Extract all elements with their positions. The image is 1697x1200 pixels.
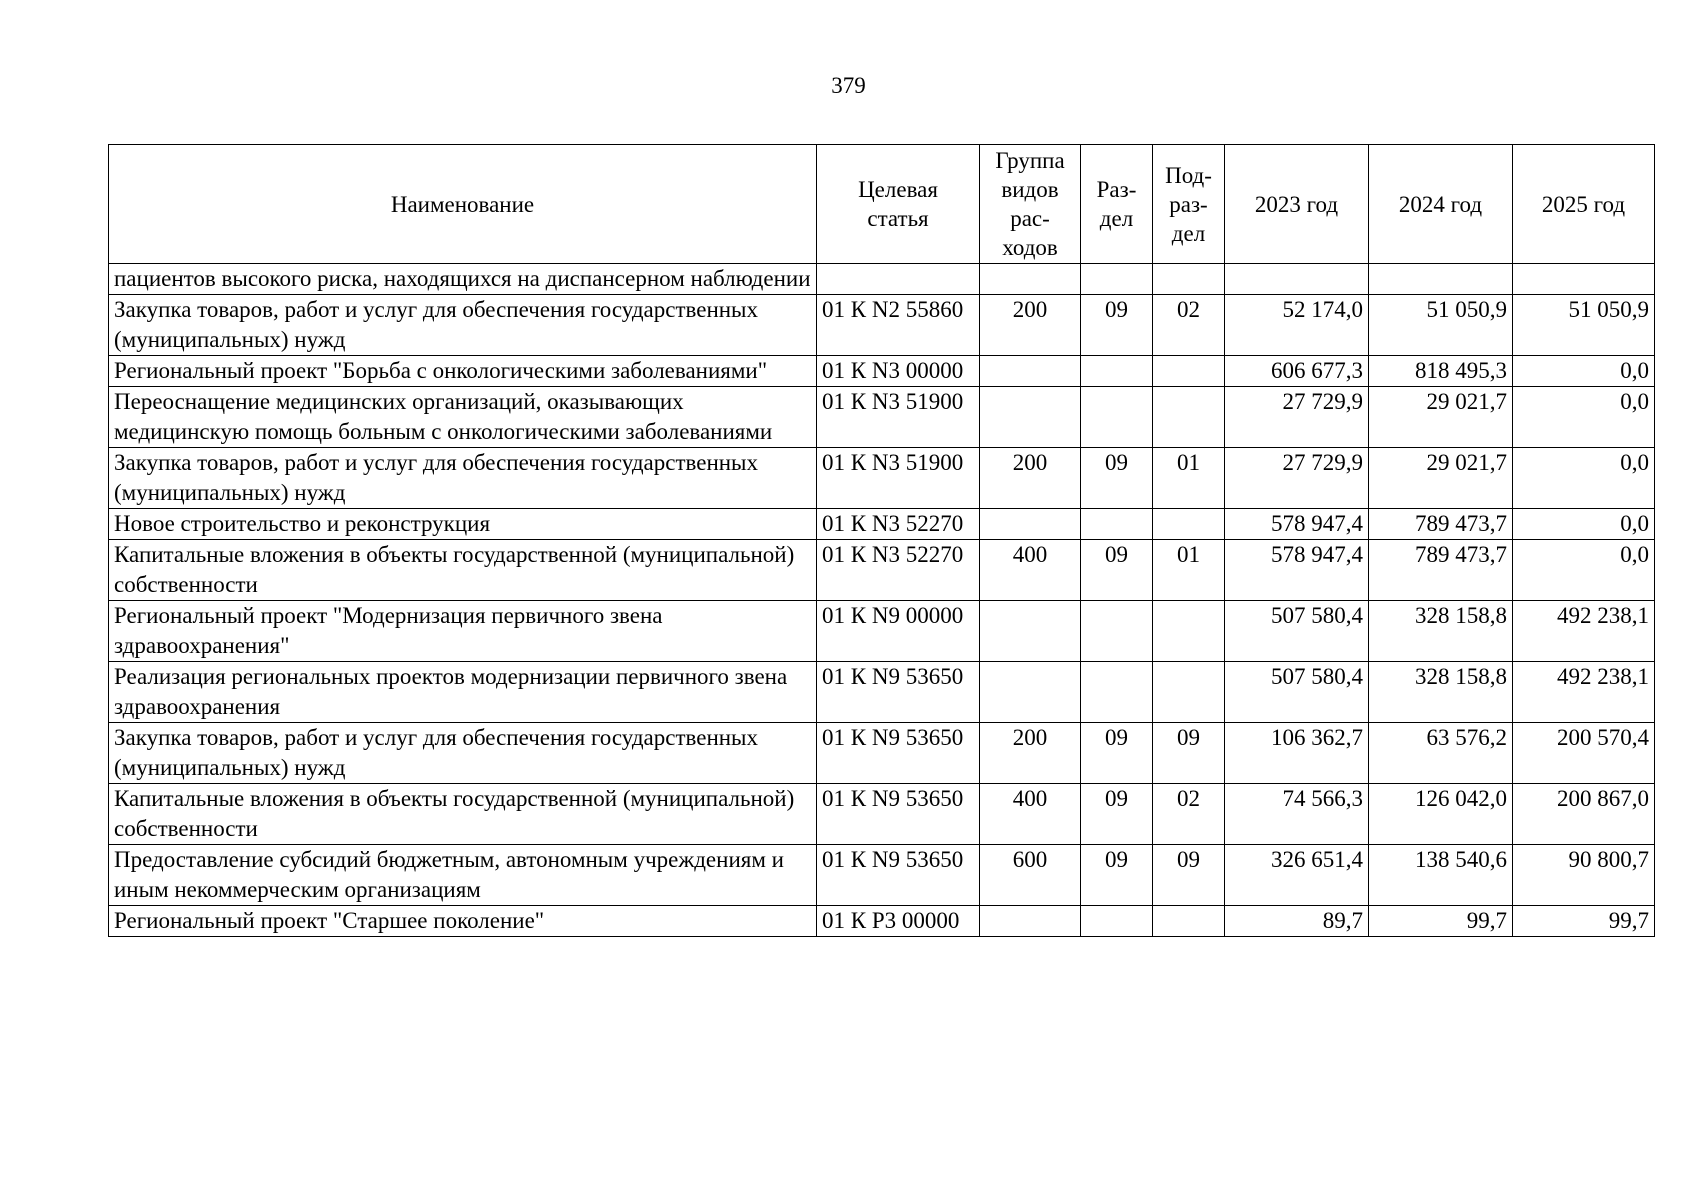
cell-subsection: 09 bbox=[1153, 723, 1225, 784]
cell-expense-group bbox=[980, 906, 1081, 937]
table-row bbox=[109, 662, 1655, 723]
header-line: статья bbox=[867, 206, 929, 231]
cell-section: 09 bbox=[1081, 448, 1153, 509]
cell-expense-group bbox=[980, 509, 1081, 540]
header-line: раз- bbox=[1169, 191, 1208, 217]
header-line: Раз- bbox=[1096, 177, 1137, 202]
cell-2024 bbox=[1369, 264, 1513, 295]
cell-section: 09 bbox=[1081, 845, 1153, 906]
header-line: ходов bbox=[1002, 235, 1058, 260]
table-row bbox=[109, 295, 1655, 356]
table-row bbox=[109, 448, 1655, 509]
cell-2025: 0,0 bbox=[1513, 509, 1655, 540]
cell-section: 09 bbox=[1081, 723, 1153, 784]
cell-2025: 200 867,0 bbox=[1513, 784, 1655, 845]
cell-2023: 507 580,4 bbox=[1225, 662, 1369, 723]
cell-section bbox=[1081, 906, 1153, 937]
cell-target-article: 01 К N3 51900 bbox=[817, 448, 980, 509]
cell-expense-group: 200 bbox=[980, 448, 1081, 509]
cell-expense-group: 200 bbox=[980, 723, 1081, 784]
cell-2025: 90 800,7 bbox=[1513, 845, 1655, 906]
cell-2024: 789 473,7 bbox=[1369, 540, 1513, 601]
cell-section bbox=[1081, 356, 1153, 387]
budget-table bbox=[108, 144, 1655, 937]
header-expense-group bbox=[980, 145, 1081, 264]
header-2025: 2025 год bbox=[1513, 145, 1655, 264]
header-line: Под- bbox=[1165, 162, 1212, 188]
cell-expense-group: 200 bbox=[980, 295, 1081, 356]
cell-name: Предоставление субсидий бюджетным, автономным учреждениям и иным некоммерческим организациям bbox=[109, 845, 817, 906]
cell-section bbox=[1081, 387, 1153, 448]
cell-subsection: 09 bbox=[1153, 845, 1225, 906]
cell-target-article: 01 К N9 53650 bbox=[817, 845, 980, 906]
header-name: Наименование bbox=[109, 145, 817, 264]
cell-2025: 492 238,1 bbox=[1513, 601, 1655, 662]
cell-expense-group bbox=[980, 356, 1081, 387]
cell-subsection bbox=[1153, 356, 1225, 387]
cell-2024: 99,7 bbox=[1369, 906, 1513, 937]
header-line: рас- bbox=[1010, 206, 1050, 231]
page-number: 379 bbox=[831, 73, 866, 98]
table-row bbox=[109, 845, 1655, 906]
cell-expense-group bbox=[980, 387, 1081, 448]
cell-target-article: 01 К N2 55860 bbox=[817, 295, 980, 356]
cell-name: пациентов высокого риска, находящихся на диспансерном наблюдении bbox=[109, 264, 817, 295]
table-row bbox=[109, 601, 1655, 662]
cell-expense-group bbox=[980, 601, 1081, 662]
cell-expense-group: 600 bbox=[980, 845, 1081, 906]
table-row bbox=[109, 723, 1655, 784]
cell-2023: 74 566,3 bbox=[1225, 784, 1369, 845]
cell-section: 09 bbox=[1081, 295, 1153, 356]
cell-2024: 328 158,8 bbox=[1369, 601, 1513, 662]
header-line: видов bbox=[1001, 177, 1059, 202]
table-row bbox=[109, 540, 1655, 601]
cell-target-article: 01 К Р3 00000 bbox=[817, 906, 980, 937]
cell-subsection bbox=[1153, 662, 1225, 723]
table-row bbox=[109, 509, 1655, 540]
cell-section bbox=[1081, 662, 1153, 723]
cell-target-article: 01 К N9 53650 bbox=[817, 723, 980, 784]
header-subsection bbox=[1153, 145, 1225, 264]
table-row bbox=[109, 356, 1655, 387]
cell-subsection: 01 bbox=[1153, 448, 1225, 509]
header-line: Группа bbox=[995, 148, 1065, 173]
cell-target-article bbox=[817, 264, 980, 295]
cell-name: Региональный проект "Модернизация первичного звена здравоохранения" bbox=[109, 601, 817, 662]
cell-2023: 578 947,4 bbox=[1225, 540, 1369, 601]
header-line: дел bbox=[1171, 220, 1206, 246]
cell-2025: 0,0 bbox=[1513, 387, 1655, 448]
cell-2025: 99,7 bbox=[1513, 906, 1655, 937]
header-line: дел bbox=[1099, 206, 1134, 231]
header-section bbox=[1081, 145, 1153, 264]
header-2023: 2023 год bbox=[1225, 145, 1369, 264]
header-line: Целевая bbox=[858, 177, 938, 202]
cell-section: 09 bbox=[1081, 540, 1153, 601]
cell-2024: 126 042,0 bbox=[1369, 784, 1513, 845]
cell-2024: 818 495,3 bbox=[1369, 356, 1513, 387]
cell-section bbox=[1081, 264, 1153, 295]
table-row bbox=[109, 784, 1655, 845]
cell-target-article: 01 К N3 52270 bbox=[817, 540, 980, 601]
cell-2023: 606 677,3 bbox=[1225, 356, 1369, 387]
cell-subsection bbox=[1153, 906, 1225, 937]
cell-expense-group bbox=[980, 662, 1081, 723]
cell-2025: 51 050,9 bbox=[1513, 295, 1655, 356]
cell-name: Новое строительство и реконструкция bbox=[109, 509, 817, 540]
cell-2023: 27 729,9 bbox=[1225, 448, 1369, 509]
header-target-article bbox=[817, 145, 980, 264]
table-row bbox=[109, 387, 1655, 448]
cell-2024: 138 540,6 bbox=[1369, 845, 1513, 906]
table-row bbox=[109, 906, 1655, 937]
cell-2024: 51 050,9 bbox=[1369, 295, 1513, 356]
cell-2023: 106 362,7 bbox=[1225, 723, 1369, 784]
cell-2024: 29 021,7 bbox=[1369, 448, 1513, 509]
cell-subsection: 02 bbox=[1153, 295, 1225, 356]
cell-name: Региональный проект "Борьба с онкологическими заболеваниями" bbox=[109, 356, 817, 387]
cell-2023: 507 580,4 bbox=[1225, 601, 1369, 662]
cell-name: Региональный проект "Старшее поколение" bbox=[109, 906, 817, 937]
cell-expense-group: 400 bbox=[980, 540, 1081, 601]
cell-target-article: 01 К N3 00000 bbox=[817, 356, 980, 387]
cell-subsection bbox=[1153, 601, 1225, 662]
cell-section: 09 bbox=[1081, 784, 1153, 845]
cell-subsection: 02 bbox=[1153, 784, 1225, 845]
cell-name: Реализация региональных проектов модернизации первичного звена здравоохранения bbox=[109, 662, 817, 723]
header-2024: 2024 год bbox=[1369, 145, 1513, 264]
cell-target-article: 01 К N9 53650 bbox=[817, 784, 980, 845]
cell-2024: 63 576,2 bbox=[1369, 723, 1513, 784]
cell-2024: 789 473,7 bbox=[1369, 509, 1513, 540]
cell-name: Переоснащение медицинских организаций, оказывающих медицинскую помощь больным с онкологическими заболеваниями bbox=[109, 387, 817, 448]
cell-2025: 0,0 bbox=[1513, 540, 1655, 601]
cell-2024: 29 021,7 bbox=[1369, 387, 1513, 448]
cell-2024: 328 158,8 bbox=[1369, 662, 1513, 723]
cell-section bbox=[1081, 601, 1153, 662]
cell-2023: 27 729,9 bbox=[1225, 387, 1369, 448]
cell-target-article: 01 К N9 53650 bbox=[817, 662, 980, 723]
cell-2023: 52 174,0 bbox=[1225, 295, 1369, 356]
cell-expense-group: 400 bbox=[980, 784, 1081, 845]
cell-name: Капитальные вложения в объекты государственной (муниципальной) собственности bbox=[109, 784, 817, 845]
cell-expense-group bbox=[980, 264, 1081, 295]
cell-subsection bbox=[1153, 264, 1225, 295]
cell-subsection: 01 bbox=[1153, 540, 1225, 601]
table-body bbox=[109, 264, 1655, 937]
cell-2023: 326 651,4 bbox=[1225, 845, 1369, 906]
table-row bbox=[109, 264, 1655, 295]
cell-name: Закупка товаров, работ и услуг для обеспечения государственных (муниципальных) нужд bbox=[109, 448, 817, 509]
cell-target-article: 01 К N3 51900 bbox=[817, 387, 980, 448]
cell-target-article: 01 К N3 52270 bbox=[817, 509, 980, 540]
cell-name: Капитальные вложения в объекты государственной (муниципальной) собственности bbox=[109, 540, 817, 601]
cell-target-article: 01 К N9 00000 bbox=[817, 601, 980, 662]
cell-2025 bbox=[1513, 264, 1655, 295]
cell-section bbox=[1081, 509, 1153, 540]
cell-subsection bbox=[1153, 509, 1225, 540]
cell-2023 bbox=[1225, 264, 1369, 295]
cell-2025: 200 570,4 bbox=[1513, 723, 1655, 784]
cell-2025: 0,0 bbox=[1513, 356, 1655, 387]
cell-name: Закупка товаров, работ и услуг для обеспечения государственных (муниципальных) нужд bbox=[109, 723, 817, 784]
cell-subsection bbox=[1153, 387, 1225, 448]
cell-2025: 0,0 bbox=[1513, 448, 1655, 509]
cell-2023: 578 947,4 bbox=[1225, 509, 1369, 540]
cell-name: Закупка товаров, работ и услуг для обеспечения государственных (муниципальных) нужд bbox=[109, 295, 817, 356]
cell-2025: 492 238,1 bbox=[1513, 662, 1655, 723]
table-header-row bbox=[109, 145, 1655, 264]
cell-2023: 89,7 bbox=[1225, 906, 1369, 937]
